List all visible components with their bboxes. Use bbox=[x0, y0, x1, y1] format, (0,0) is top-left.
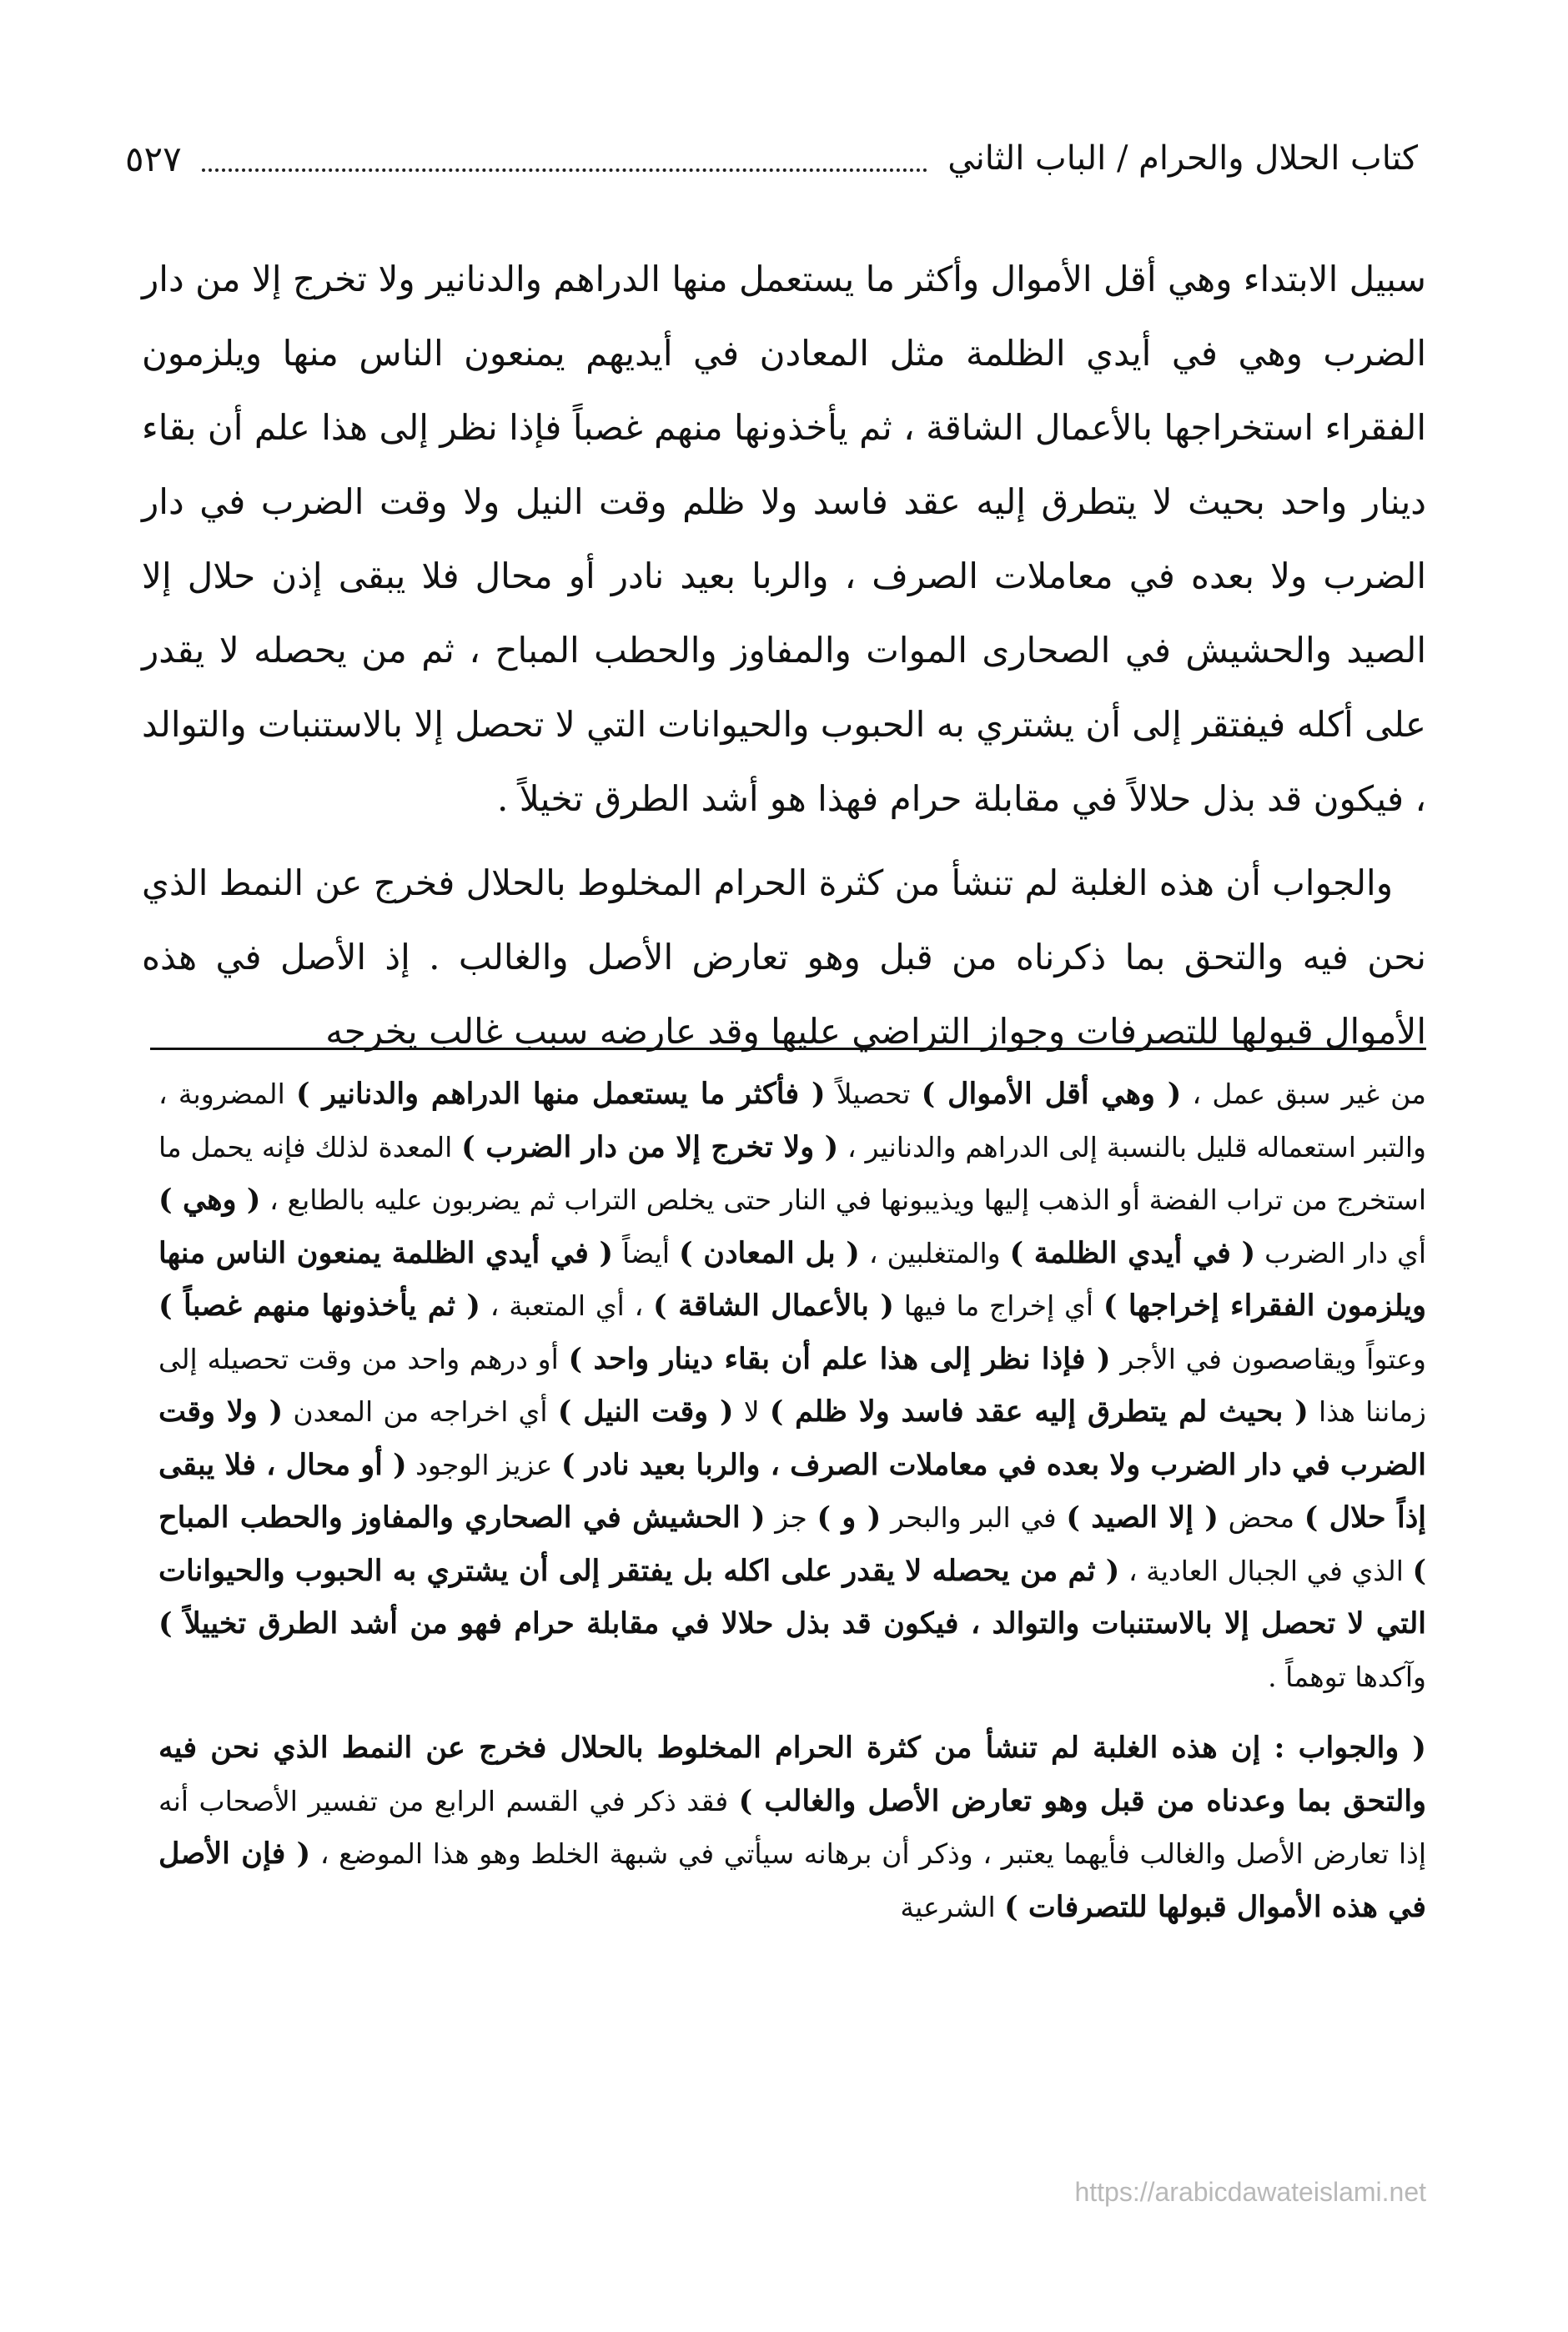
commentary-text-segment: أي اخراجه من المعدن bbox=[283, 1395, 558, 1428]
quoted-text-segment: ( في أيدي الظلمة ) bbox=[1009, 1235, 1256, 1270]
commentary-text-segment: أيضاً bbox=[613, 1236, 680, 1269]
commentary-text-segment: الذي في الجبال العادية ، bbox=[1119, 1554, 1413, 1587]
quoted-text-segment: ( بل المعادن ) bbox=[679, 1235, 860, 1270]
main-paragraph-1: سبيل الابتداء وهي أقل الأموال وأكثر ما يستعمل منها الدراهم والدنانير ولا تخرج إلا من دار الضرب وهي في أيدي الظلمة مثل المعادن في أيديهم يمنعون الناس منها ويلزمون الفقراء استخراجها بالأعمال الشاقة ، ثم يأخذونها منهم غصباً فإذا نظر إلى هذا علم أن بقاء دينار واحد بحيث لا يتطرق إليه عقد فاسد ولا ظلم وقت النيل ولا وقت الضرب في دار الضرب ولا بعده في معاملات الصرف ، والربا بعيد نادر أو محال فلا يبقى إذن حلال إلا الصيد والحشيش في الصحارى الموات والمفاوز والحطب المباح ، ثم من يحصله لا يقدر على أكله فيفتقر إلى أن يشتري به الحبوب والحيوانات التي لا تحصل إلا بالاستنبات والتوالد ، فيكون قد بذل حلالاً في مقابلة حرام فهذا هو أشد الطرق تخيلاً . bbox=[142, 259, 1426, 819]
quoted-text-segment: ( ولا وقت الضرب في دار الضرب ولا بعده في معاملات الصرف ، والربا بعيد نادر ) bbox=[158, 1395, 1426, 1482]
main-paragraph-2: والجواب أن هذه الغلبة لم تنشأ من كثرة الحرام المخلوط بالحلال فخرج عن النمط الذي نحن فيه والتحق بما ذكرناه من قبل وهو تعارض الأصل والغالب . إذ الأصل في هذه الأموال قبولها للتصرفات وجواز التراضي عليها وقد عارضه سبب غالب يخرجه bbox=[142, 862, 1426, 1052]
quoted-text-segment: ( في أيدي الظلمة يمنعون الناس منها ويلزمون الفقراء إخراجها ) bbox=[158, 1235, 1426, 1323]
dotted-leader bbox=[202, 168, 928, 172]
commentary-text-segment: من غير سبق عمل ، bbox=[1181, 1078, 1426, 1110]
quoted-text-segment: ( والجواب : إن هذه الغلبة لم تنشأ من كثرة الحرام المخلوط بالحلال فخرج عن النمط الذي نحن فيه والتحق بما وعدناه من قبل وهو تعارض الأصل والغالب ) bbox=[158, 1731, 1426, 1818]
commentary-text-segment: تحصيلاً bbox=[825, 1078, 922, 1110]
commentary-text-segment: في البر والبحر bbox=[881, 1501, 1067, 1534]
quoted-text-segment: ( فإذا نظر إلى هذا علم أن بقاء دينار واحد ) bbox=[568, 1341, 1111, 1376]
commentary-text-segment: جز bbox=[765, 1501, 817, 1534]
commentary-text-segment: وآكدها توهماً . bbox=[1268, 1660, 1426, 1693]
commentary-text-segment: المعدة لذلك فإنه يحمل ما استخرج من تراب الفضة أو الذهب إليها ويذيبونها في النار حتى يخلص التراب ثم يضربون عليه بالطابع ، bbox=[158, 1130, 1426, 1216]
watermark-url: https://arabicdawateislami.net bbox=[1074, 2177, 1426, 2207]
commentary bbox=[158, 1068, 1426, 1933]
commentary-text-segment: عزيز الوجود bbox=[406, 1448, 561, 1481]
quoted-text-segment: ( فأكثر ما يستعمل منها الدراهم والدنانير ) bbox=[295, 1077, 826, 1111]
commentary-text-segment: أو درهم واحد من وقت تحصيله إلى زماننا هذا bbox=[158, 1342, 1426, 1428]
commentary-text-segment: أي دار الضرب bbox=[1255, 1236, 1426, 1269]
quoted-text-segment: ( و ) bbox=[817, 1500, 882, 1535]
commentary-text-segment: أي إخراج ما فيها bbox=[893, 1289, 1103, 1322]
quoted-text-segment: ( ثم من يحصله لا يقدر على اكله بل يفتقر إلى أن يشتري به الحبوب والحيوانات التي لا تحصل إلا بالاستنبات والتوالد ، فيكون قد بذل حلالا في مقابلة حرام فهو من أشد الطرق تخييلاً ) bbox=[158, 1553, 1426, 1641]
footnote-divider bbox=[150, 1048, 1426, 1050]
commentary-text-segment: فقد ذكر في القسم الرابع من تفسير الأصحاب أنه إذا تعارض الأصل والغالب فأيهما يعتبر ، وذكر أن برهانه سيأتي في شبهة الخلط وهو هذا الموضع ، bbox=[158, 1784, 1426, 1870]
commentary-text-segment: المضروبة ، والتبر استعماله قليل بالنسبة إلى الدراهم والدنانير ، bbox=[158, 1078, 1426, 1163]
commentary-text-segment: ، أي المتعبة ، bbox=[480, 1289, 654, 1322]
quoted-text-segment: ( الحشيش في الصحاري والمفاوز والحطب المباح ) bbox=[158, 1500, 1426, 1588]
quoted-text-segment: ( وهي أقل الأموال ) bbox=[921, 1077, 1182, 1111]
quoted-text-segment: ( وقت النيل ) bbox=[557, 1395, 734, 1429]
running-title: كتاب الحلال والحرام / الباب الثاني bbox=[947, 139, 1418, 178]
quoted-text-segment: ( وهي ) bbox=[158, 1183, 261, 1217]
quoted-text-segment: ( بالأعمال الشاقة ) bbox=[653, 1289, 894, 1323]
commentary-paragraph-1 bbox=[158, 1068, 1426, 1703]
commentary-text-segment: محض bbox=[1218, 1501, 1304, 1534]
quoted-text-segment: ( ثم يأخذونها منهم غصباً ) bbox=[158, 1289, 480, 1323]
commentary-text-segment: وعتواً ويقاصصون في الأجر bbox=[1110, 1342, 1426, 1375]
commentary-text-segment: والمتغلبين ، bbox=[859, 1236, 1010, 1269]
quoted-text-segment: ( ولا تخرج إلا من دار الضرب ) bbox=[461, 1129, 839, 1164]
commentary-text-segment: لا bbox=[733, 1395, 770, 1428]
quoted-text-segment: ( إلا الصيد ) bbox=[1066, 1500, 1219, 1535]
commentary-text-segment: الشرعية bbox=[900, 1890, 1005, 1923]
quoted-text-segment: ( أو محال ، فلا يبقى إذاً حلال ) bbox=[158, 1447, 1426, 1535]
commentary-paragraph-2 bbox=[158, 1721, 1426, 1933]
main-text bbox=[142, 242, 1426, 1068]
running-header bbox=[125, 125, 1418, 192]
quoted-text-segment: ( فإن الأصل في هذه الأموال قبولها للتصرفات ) bbox=[158, 1837, 1426, 1924]
page-number: ٥٢٧ bbox=[125, 138, 182, 179]
quoted-text-segment: ( بحيث لم يتطرق إليه عقد فاسد ولا ظلم ) bbox=[769, 1395, 1309, 1429]
